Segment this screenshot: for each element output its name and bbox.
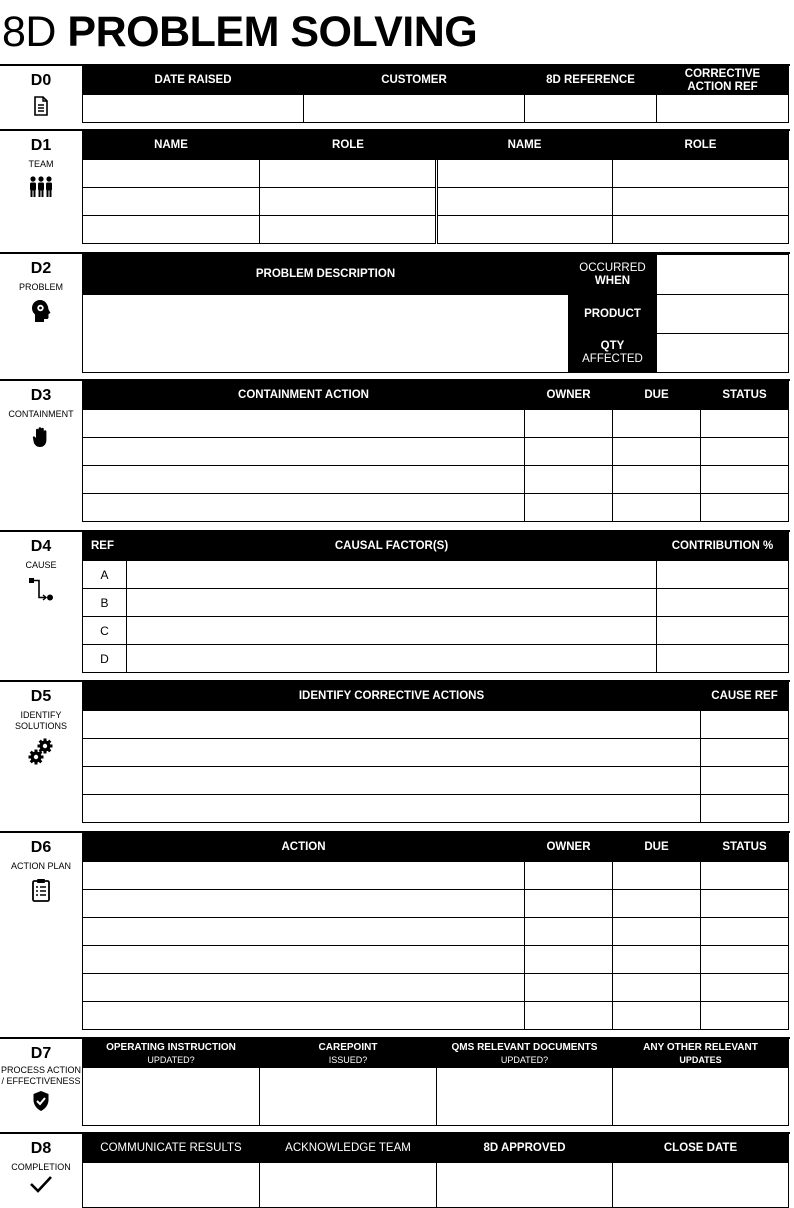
d8-sublabel: COMPLETION [11,1162,71,1172]
cause-ref-d: D [83,645,127,673]
owner-cell[interactable] [525,918,613,946]
d5-sublabel-line2: SOLUTIONS [14,721,67,731]
d6-sublabel: ACTION PLAN [10,861,71,871]
team-role-cell[interactable] [613,160,789,188]
section-d0 [0,64,790,130]
team-name-cell[interactable] [83,216,260,244]
8d-reference-cell[interactable] [525,95,657,123]
d5-header-identify-corrective-actions: IDENTIFY CORRECTIVE ACTIONS [83,683,701,711]
8d-approved-cell[interactable] [437,1163,613,1208]
d4-header-causal-factors: CAUSAL FACTOR(S) [127,533,657,561]
d8-header-close-date: CLOSE DATE [613,1135,789,1163]
owner-cell[interactable] [525,494,613,522]
due-cell[interactable] [613,494,701,522]
due-cell[interactable] [613,438,701,466]
flow-icon [28,577,54,603]
date-raised-cell[interactable] [83,95,304,123]
qty-text: QTY [600,340,625,352]
d2-header-problem-description: PROBLEM DESCRIPTION [83,255,569,295]
due-cell[interactable] [613,974,701,1002]
d2-table [82,254,789,373]
team-name-cell[interactable] [437,188,613,216]
d8-label [0,1134,82,1208]
d6-table [82,833,789,1030]
cause-ref-b: B [83,589,127,617]
car-line1: CORRECTIVE [684,67,761,80]
d1-header-role-2: ROLE [613,132,789,160]
head-icon [31,299,51,323]
communicate-results-cell[interactable] [83,1163,260,1208]
owner-cell[interactable] [525,466,613,494]
d6-header-action: ACTION [83,834,525,862]
product-cell[interactable] [657,295,789,334]
d0-header-customer: CUSTOMER [304,67,525,95]
title-main: PROBLEM SOLVING [67,8,478,56]
section-d1 [0,129,790,252]
d7-header-qms-documents [437,1040,613,1068]
corrective-action-cell[interactable] [83,767,701,795]
d3-header-containment-action: CONTAINMENT ACTION [83,382,525,410]
owner-cell[interactable] [525,946,613,974]
d0-table [82,66,789,123]
d2-header-product: PRODUCT [569,295,657,334]
d0-label [0,66,82,130]
owner-cell[interactable] [525,438,613,466]
d1-sublabel: TEAM [28,159,54,169]
document-icon [32,96,50,116]
contribution-cell[interactable] [657,561,789,589]
team-name-cell[interactable] [437,216,613,244]
team-role-cell[interactable] [613,188,789,216]
causal-factor-cell[interactable] [127,645,657,673]
section-d7 [0,1037,790,1132]
status-cell[interactable] [701,466,789,494]
d3-sublabel: CONTAINMENT [8,409,74,419]
affected-text: AFFECTED [582,353,643,365]
section-d2 [0,252,790,379]
causal-factor-cell[interactable] [127,561,657,589]
action-cell[interactable] [83,974,525,1002]
corrective-action-cell[interactable] [83,795,701,823]
d2-sublabel: PROBLEM [18,282,63,292]
shield-icon [32,1090,50,1112]
cause-ref-cell[interactable] [701,795,789,823]
qms-text: QMS RELEVANT DOCUMENTS [451,1041,598,1053]
d7-table [82,1039,789,1126]
team-role-cell[interactable] [260,188,437,216]
d7-sublabel [0,1065,82,1087]
d7-header-other-updates [613,1040,789,1068]
d6-code: D6 [30,839,52,856]
containment-action-cell[interactable] [83,410,525,438]
d3-label [0,381,82,530]
d1-header-name-1: NAME [83,132,260,160]
team-name-cell[interactable] [83,188,260,216]
action-cell[interactable] [83,1002,525,1030]
problem-description-cell[interactable] [83,295,569,373]
d2-label [0,254,82,379]
car-line2: ACTION REF [687,80,758,93]
due-cell[interactable] [613,1002,701,1030]
gears-icon [28,738,54,766]
status-cell[interactable] [701,918,789,946]
d4-label [0,532,82,680]
occurred-when-cell[interactable] [657,255,789,295]
action-cell[interactable] [83,918,525,946]
d7-header-operating-instruction [83,1040,260,1068]
due-cell[interactable] [613,466,701,494]
d2-header-occurred-when [569,255,657,295]
causal-factor-cell[interactable] [127,589,657,617]
containment-action-cell[interactable] [83,466,525,494]
status-cell[interactable] [701,438,789,466]
due-cell[interactable] [613,890,701,918]
d4-table [82,532,789,673]
due-cell[interactable] [613,862,701,890]
due-cell[interactable] [613,918,701,946]
causal-factor-cell[interactable] [127,617,657,645]
containment-action-cell[interactable] [83,494,525,522]
corrective-action-cell[interactable] [83,711,701,739]
other-sub: UPDATES [679,1054,722,1065]
action-cell[interactable] [83,862,525,890]
d5-code: D5 [30,688,52,705]
qms-documents-cell[interactable] [437,1068,613,1126]
d4-sublabel: CAUSE [25,560,57,570]
d2-header-qty-affected [569,334,657,373]
status-cell[interactable] [701,1002,789,1030]
corrective-action-cell[interactable] [83,739,701,767]
customer-cell[interactable] [304,95,525,123]
d0-code: D0 [30,72,52,89]
d5-table [82,682,789,823]
status-cell[interactable] [701,974,789,1002]
d3-header-due: DUE [613,382,701,410]
due-cell[interactable] [613,946,701,974]
d0-header-corrective-action-ref [657,67,789,95]
owner-cell[interactable] [525,974,613,1002]
status-cell[interactable] [701,890,789,918]
d7-sublabel-line2: / EFFECTIVENESS [1,1076,81,1086]
d8-header-acknowledge-team: ACKNOWLEDGE TEAM [260,1135,437,1163]
d8-table [82,1134,789,1208]
owner-cell[interactable] [525,410,613,438]
d5-header-cause-ref: CAUSE REF [701,683,789,711]
status-cell[interactable] [701,862,789,890]
section-d4 [0,530,790,680]
team-role-cell[interactable] [613,216,789,244]
d1-header-name-2: NAME [437,132,613,160]
cause-ref-cell[interactable] [701,767,789,795]
d1-header-role-1: ROLE [260,132,437,160]
occurred-text: OCCURRED [579,261,646,274]
check-icon [29,1175,53,1193]
d7-label [0,1039,82,1132]
contribution-cell[interactable] [657,617,789,645]
status-cell[interactable] [701,946,789,974]
d7-header-carepoint [260,1040,437,1068]
d0-header-date-raised: DATE RAISED [83,67,304,95]
other-text: ANY OTHER RELEVANT [643,1041,758,1053]
oi-sub: UPDATED? [147,1054,195,1065]
due-cell[interactable] [613,410,701,438]
qms-sub: UPDATED? [500,1054,549,1065]
cause-ref-c: C [83,617,127,645]
d5-sublabel-line1: IDENTIFY [20,710,62,720]
d8-header-communicate-results: COMMUNICATE RESULTS [83,1135,260,1163]
d5-label [0,682,82,831]
section-d3 [0,379,790,530]
hand-icon [32,426,50,448]
contribution-cell[interactable] [657,645,789,673]
d3-table [82,381,789,522]
d5-sublabel [0,710,82,732]
owner-cell[interactable] [525,862,613,890]
cp-sub: ISSUED? [328,1054,368,1065]
other-updates-cell[interactable] [613,1068,789,1126]
d4-code: D4 [30,538,52,555]
cp-text: CAREPOINT [318,1041,378,1053]
acknowledge-team-cell[interactable] [260,1163,437,1208]
cause-ref-cell[interactable] [701,739,789,767]
d1-label [0,131,82,252]
section-d6 [0,831,790,1037]
d6-header-owner: OWNER [525,834,613,862]
d3-header-status: STATUS [701,382,789,410]
page-title [2,4,477,60]
d0-header-8d-reference: 8D REFERENCE [525,67,657,95]
team-role-cell[interactable] [260,160,437,188]
when-text: WHEN [594,274,631,287]
oi-text: OPERATING INSTRUCTION [106,1041,236,1053]
d3-code: D3 [30,387,52,404]
title-prefix: 8D [2,8,56,56]
status-cell[interactable] [701,494,789,522]
contribution-cell[interactable] [657,589,789,617]
d4-header-ref: REF [83,533,127,561]
cause-ref-a: A [83,561,127,589]
carepoint-cell[interactable] [260,1068,437,1126]
owner-cell[interactable] [525,890,613,918]
cause-ref-cell[interactable] [701,711,789,739]
d8-header-8d-approved: 8D APPROVED [437,1135,613,1163]
d3-header-owner: OWNER [525,382,613,410]
team-role-cell[interactable] [260,216,437,244]
team-icon [28,176,54,198]
corrective-action-ref-cell[interactable] [657,95,789,123]
operating-instruction-cell[interactable] [83,1068,260,1126]
d6-label [0,833,82,1037]
clipboard-icon [31,878,51,902]
action-cell[interactable] [83,890,525,918]
team-name-cell[interactable] [437,160,613,188]
d1-code: D1 [30,137,52,154]
d7-sublabel-line1: PROCESS ACTION [0,1065,81,1075]
qty-affected-cell[interactable] [657,334,789,373]
team-name-cell[interactable] [83,160,260,188]
d2-code: D2 [30,260,52,277]
containment-action-cell[interactable] [83,438,525,466]
d6-header-due: DUE [613,834,701,862]
close-date-cell[interactable] [613,1163,789,1208]
d1-table [82,131,789,244]
d4-header-contribution: CONTRIBUTION % [657,533,789,561]
d7-code: D7 [30,1045,52,1062]
d6-header-status: STATUS [701,834,789,862]
d8-code: D8 [30,1140,52,1157]
owner-cell[interactable] [525,1002,613,1030]
section-d8 [0,1132,790,1208]
status-cell[interactable] [701,410,789,438]
action-cell[interactable] [83,946,525,974]
section-d5 [0,680,790,831]
